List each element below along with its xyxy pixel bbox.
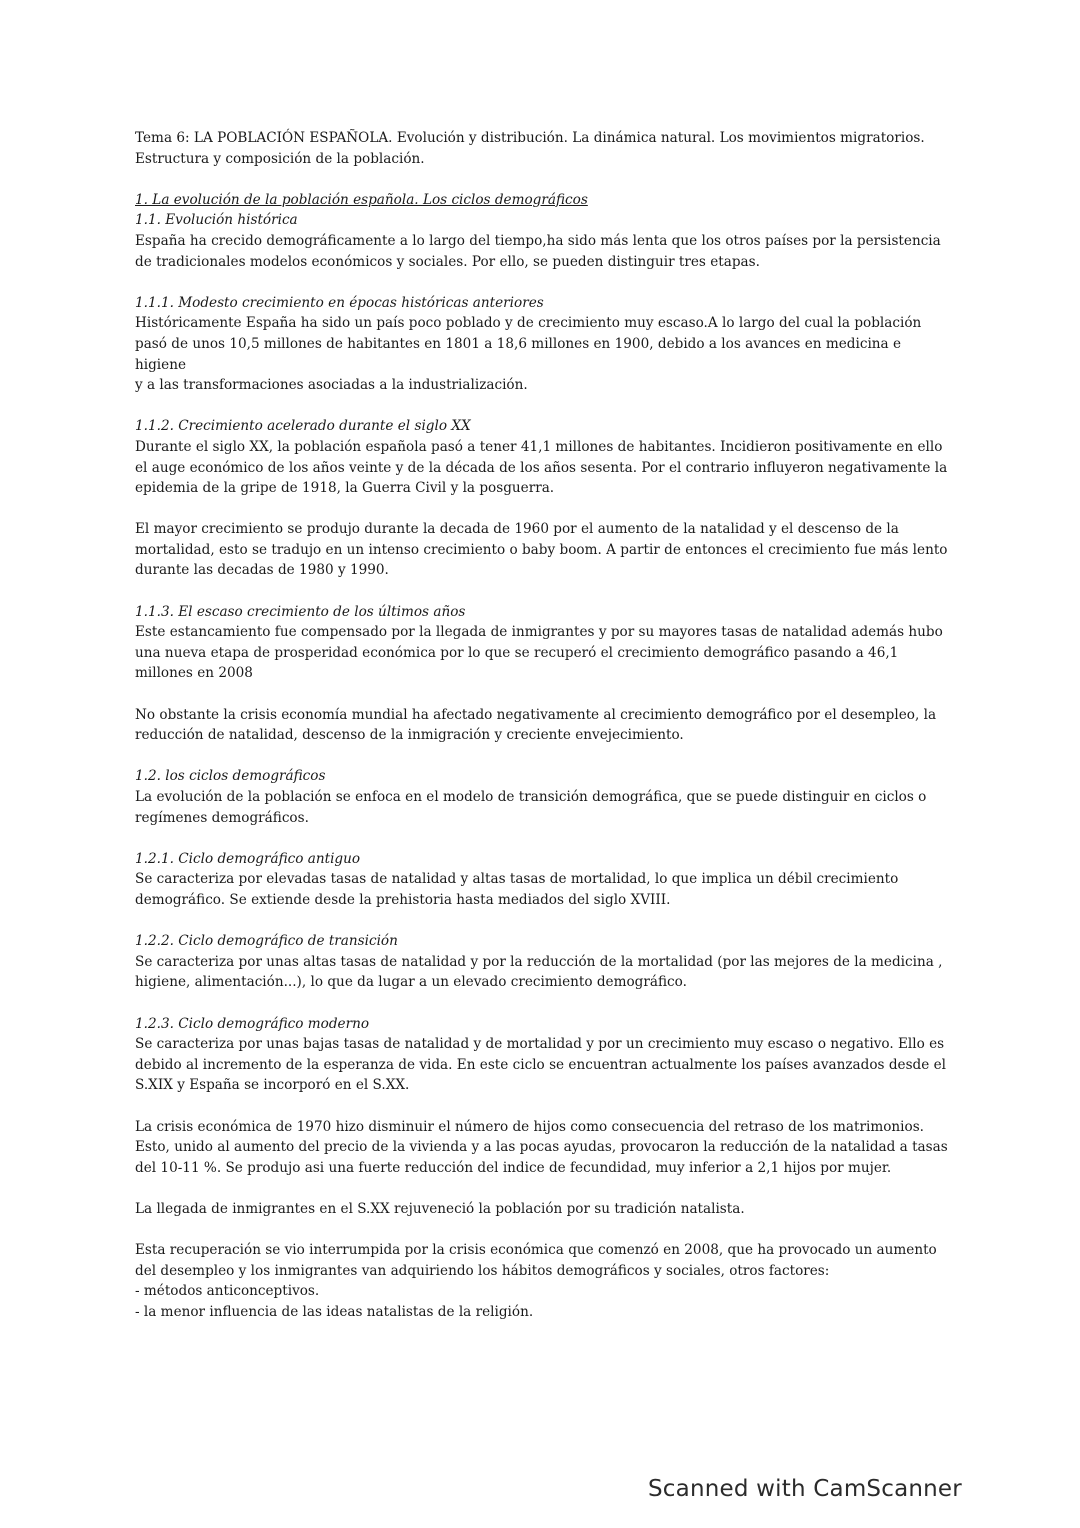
list-item: - métodos anticonceptivos.: [135, 1283, 320, 1300]
section-1-2-3-heading: 1.2.3. Ciclo demográfico moderno: [135, 1015, 370, 1032]
section-1-1-1-heading: 1.1.1. Modesto crecimiento en épocas históricas anteriores: [135, 294, 544, 311]
document-page: [135, 128, 955, 1322]
section-1-2-3-text-4: Esta recuperación se vio interrumpida por la crisis económica que comenzó en 2008, que ha provocado un aumento del desempleo y los inmigrantes van adquiriendo los hábitos demográficos y sociales, otros factores:: [135, 1242, 937, 1279]
section-1-1-heading: 1.1. Evolución histórica: [135, 212, 298, 229]
section-1-2-1-heading: 1.2.1. Ciclo demográfico antiguo: [135, 850, 361, 867]
section-1-1-3-heading: 1.1.3. El escaso crecimiento de los últimos años: [135, 603, 466, 620]
section-1-1-3-text: Este estancamiento fue compensado por la llegada de inmigrantes y por su mayores tasas de natalidad además hubo una nueva etapa de prosperidad económica por lo que se recuperó el crecimiento demográfico pasando a 46,1 millones en 2008: [135, 624, 943, 682]
section-1-1-2-text: Durante el siglo XX, la población española pasó a tener 41,1 millones de habitantes. Incidieron positivamente en ello el auge económico de los años veinte y de la década de los años sesenta. Por el contrario influyeron negativamente la epidemia de la gripe de 1918, la Guerra Civil y la posguerra.: [135, 438, 948, 497]
section-1-2-3-text-3: La llegada de inmigrantes en el S.XX rejuveneció la población por su tradición natalista.: [135, 1200, 745, 1217]
section-1-1-3-text-2: No obstante la crisis economía mundial ha afectado negativamente al crecimiento demográfico por el desempleo, la reducción de natalidad, descenso de la inmigración y creciente envejecimiento.: [135, 706, 937, 744]
section-1-1-2-heading: 1.1.2. Crecimiento acelerado durante el siglo XX: [135, 418, 471, 435]
list-item: - la menor influencia de las ideas natalistas de la religión.: [135, 1303, 534, 1320]
section-1-2-1-text: Se caracteriza por elevadas tasas de natalidad y altas tasas de mortalidad, lo que implica un débil crecimiento demográfico. Se extiende desde la prehistoria hasta mediados del siglo XVIII.: [135, 871, 899, 908]
section-1-2-text: La evolución de la población se enfoca en el modelo de transición demográfica, que se puede distinguir en ciclos o regímenes demográficos.: [135, 789, 927, 826]
section-1-1-1-text: Históricamente España ha sido un país poco poblado y de crecimiento muy escaso.A lo largo del cual la población pasó de unos 10,5 millones de habitantes en 1801 a 18,6 millones en 1900, debido a los avances en medicina e higiene y a las transformaciones asociadas a la industrialización.: [135, 315, 922, 394]
document-title: Tema 6: LA POBLACIÓN ESPAÑOLA. Evolución y distribución. La dinámica natural. Los movimientos migratorios. Estructura y composición de la población.: [135, 130, 925, 167]
scanner-watermark: Scanned with CamScanner: [648, 1476, 962, 1502]
section-1-2-3-text: Se caracteriza por unas bajas tasas de natalidad y de mortalidad y por un crecimiento muy escaso o negativo. Ello es debido al incremento de la esperanza de vida. En este ciclo se encuentran actualmente los países avanzados desde el S.XIX y España se incorporó en el S.XX.: [135, 1036, 946, 1094]
section-1-2-2-text: Se caracteriza por unas altas tasas de natalidad y por la reducción de la mortalidad (por las mejores de la medicina , higiene, alimentación...), lo que da lugar a un elevado crecimiento demográfico.: [135, 953, 943, 991]
section-1-2-3-text-2: La crisis económica de 1970 hizo disminuir el número de hijos como consecuencia del retraso de los matrimonios. Esto, unido al aumento del precio de la vivienda y a las pocas ayudas, provocaron la reducción de la natalidad a tasas del 10-11 %. Se produjo asi una fuerte reducción del indice de fecundidad, muy inferior a 2,1 hijos por mujer.: [135, 1118, 948, 1176]
section-1-2-heading: 1.2. los ciclos demográficos: [135, 768, 326, 785]
section-1-2-2-heading: 1.2.2. Ciclo demográfico de transición: [135, 933, 398, 950]
section-1-heading: 1. La evolución de la población española. Los ciclos demográficos: [135, 191, 588, 208]
section-1-1-text: España ha crecido demográficamente a lo largo del tiempo,ha sido más lenta que los otros países por la persistencia de tradicionales modelos económicos y sociales. Por ello, se pueden distinguir tres etapas.: [135, 232, 941, 270]
section-1-1-2-text-2: El mayor crecimiento se produjo durante la decada de 1960 por el aumento de la natalidad y el descenso de la mortalidad, esto se tradujo en un intenso crecimiento o baby boom. A partir de entonces el crecimiento fue más lento durante las decadas de 1980 y 1990.: [135, 521, 948, 579]
